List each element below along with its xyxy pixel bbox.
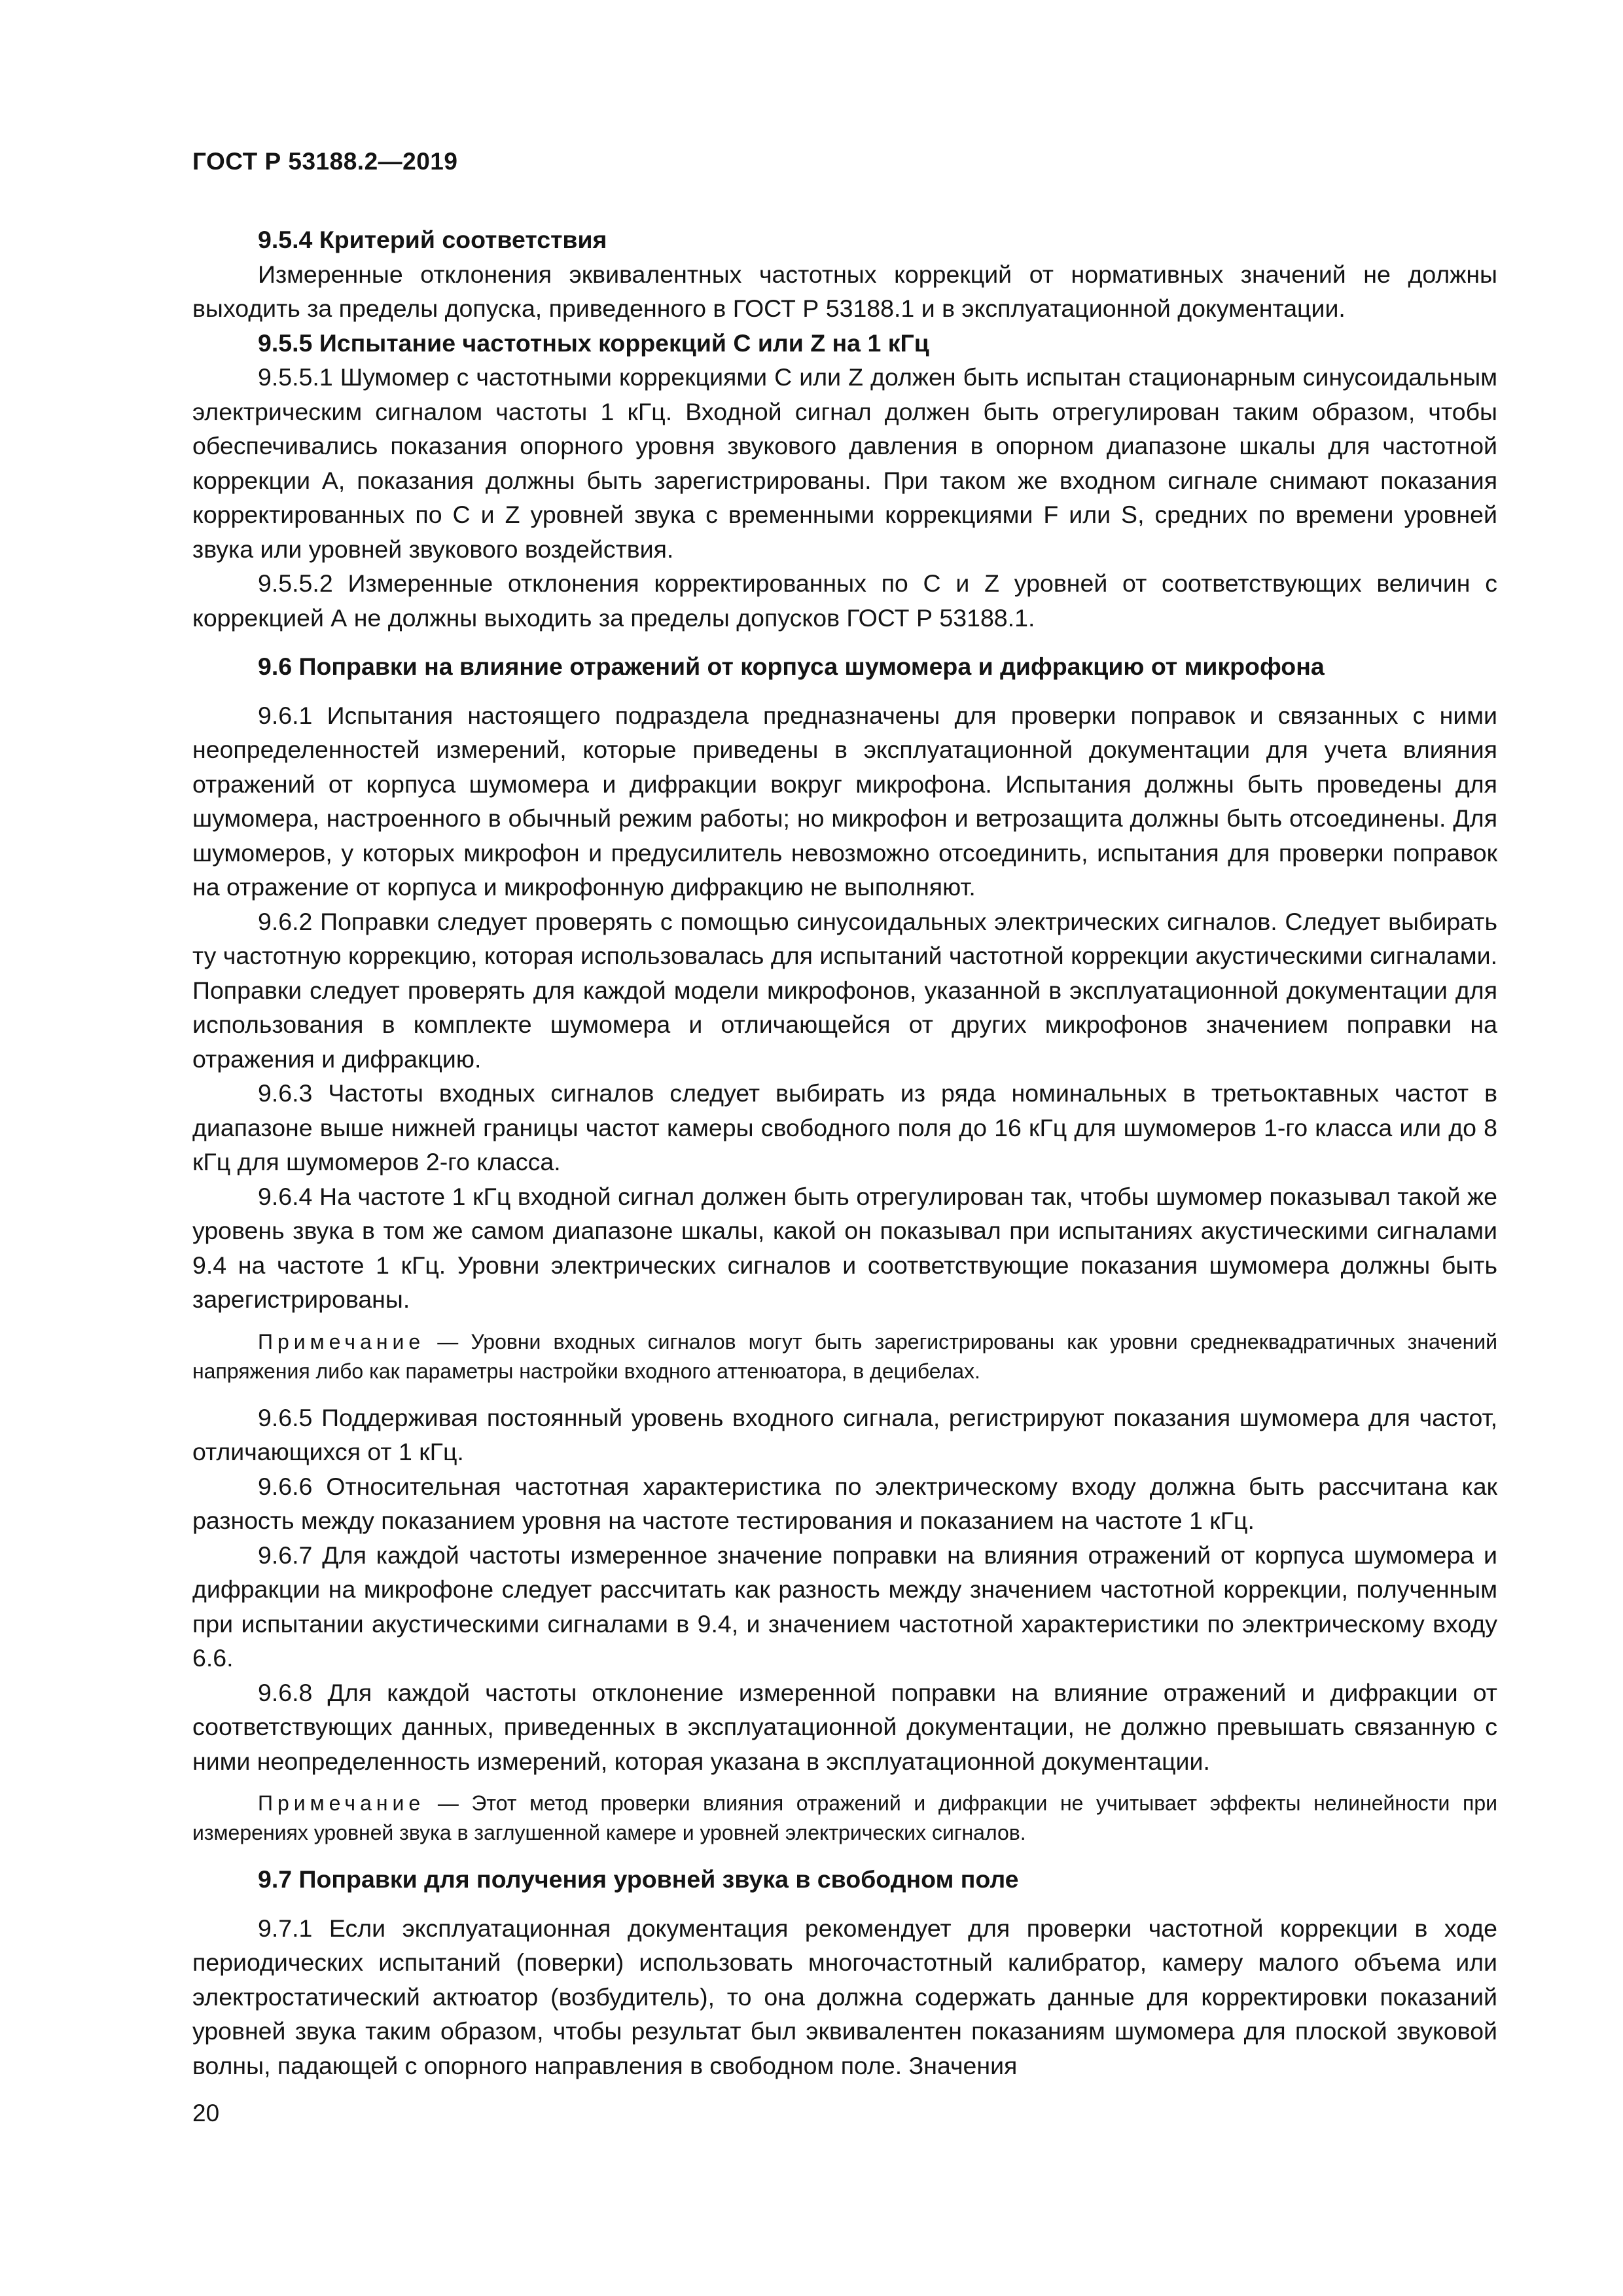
note-2 [192,1789,1497,1848]
paragraph-9-7-1: 9.7.1 Если эксплуатационная документация рекомендует для проверки частотной коррекции в ходе периодических испытаний (поверки) использовать многочастотный калибратор, камеру малого объема или электростатический актюатор (возбудитель), то она должна содержать данные для корректировки показаний уровней звука таким образом, чтобы результат был эквивалентен показаниям шумомера для плоской звуковой волны, падающей с опорного направления в свободном поле. Значения [192,1914,1497,2079]
heading-9-7: 9.7 Поправки для получения уровней звука в свободном поле [258,1865,1019,1893]
paragraph-9-5-5-2: 9.5.5.2 Измеренные отклонения корректированных по С и Z уровней от соответствующих величин с коррекцией А не должны выходить за пределы допусков ГОСТ Р 53188.1. [192,569,1497,632]
note-label: Примечание [258,1791,425,1815]
page-number: 20 [192,2100,220,2126]
note-1 [192,1327,1497,1386]
note-text: — Уровни входных сигналов могут быть зарегистрированы как уровни среднеквадратичных значений напряжения либо как параметры настройки входного аттенюатора, в децибелах. [192,1329,1497,1383]
paragraph-9-6-6: 9.6.6 Относительная частотная характеристика по электрическому входу должна быть рассчитана как разность между показанием уровня на частоте тестирования и показанием на частоте 1 кГц. [192,1472,1497,1534]
document-body [192,223,1497,2083]
heading-9-5-5: 9.5.5 Испытание частотных коррекций С или Z на 1 кГц [258,329,929,357]
paragraph-9-6-4: 9.6.4 На частоте 1 кГц входной сигнал должен быть отрегулирован так, чтобы шумомер показывал такой же уровень звука в том же самом диапазоне шкалы, какой он показывал при испытаниях акустическими сигналами 9.4 на частоте 1 кГц. Уровни электрических сигналов и соответствующие показания шумомера должны быть зарегистрированы. [192,1182,1497,1313]
paragraph-9-6-8: 9.6.8 Для каждой частоты отклонение измеренной поправки на влияние отражений и дифракции от соответствующих данных, приведенных в эксплуатационной документации, не должно превышать связанную с ними неопределенность измерений, которая указана в эксплуатационной документации. [192,1678,1497,1775]
paragraph-9-6-2: 9.6.2 Поправки следует проверять с помощью синусоидальных электрических сигналов. Следует выбирать ту частотную коррекцию, которая использовалась для испытаний частотной коррекции акустическими сигналами. Поправки следует проверять для каждой модели микрофонов, указанной в эксплуатационной документации для использования в комплекте шумомера и отличающейся от других микрофонов значением поправки на отражения и дифракцию. [192,907,1497,1073]
paragraph-9-6-3: 9.6.3 Частоты входных сигналов следует выбирать из ряда номинальных в третьоктавных частот в диапазоне выше нижней границы частот камеры свободного поля до 16 кГц для шумомеров 1-го класса или до 8 кГц для шумомеров 2-го класса. [192,1079,1497,1175]
paragraph-9-6-7: 9.6.7 Для каждой частоты измеренное значение поправки на влияния отражений от корпуса шумомера и дифракции на микрофоне следует рассчитать как разность между значением частотной коррекции, полученным при испытании акустическими сигналами в 9.4, и значением частотной характеристики по электрическому входу 6.6. [192,1541,1497,1672]
note-label: Примечание [258,1329,425,1354]
heading-9-6: 9.6 Поправки на влияние отражений от корпуса шумомера и дифракцию от микрофона [258,653,1325,680]
paragraph-9-5-4: Измеренные отклонения эквивалентных частотных коррекций от нормативных значений не должны выходить за пределы допуска, приведенного в ГОСТ Р 53188.1 и в эксплуатационной документации. [192,260,1497,322]
note-text: — Этот метод проверки влияния отражений и дифракции не учитывает эффекты нелинейности при измерениях уровней звука в заглушенной камере и уровней электрических сигналов. [192,1791,1497,1844]
document-id-header: ГОСТ Р 53188.2—2019 [192,148,458,175]
heading-9-5-4: 9.5.4 Критерий соответствия [258,226,607,253]
paragraph-9-6-5: 9.6.5 Поддерживая постоянный уровень входного сигнала, регистрируют показания шумомера для частот, отличающихся от 1 кГц. [192,1403,1497,1465]
paragraph-9-5-5-1: 9.5.5.1 Шумомер с частотными коррекциями С или Z должен быть испытан стационарным синусоидальным электрическим сигналом частоты 1 кГц. Входной сигнал должен быть отрегулирован таким образом, чтобы обеспечивались показания опорного уровня звукового давления в опорном диапазоне шкалы для частотной коррекции А, показания должны быть зарегистрированы. При таком же входном сигнале снимают показания корректированных по С и Z уровней звука с временными коррекциями F или S, средних по времени уровней звука или уровней звукового воздействия. [192,363,1497,563]
paragraph-9-6-1: 9.6.1 Испытания настоящего подраздела предназначены для проверки поправок и связанных с ними неопределенностей измерений, которые приведены в эксплуатационной документации для учета влияния отражений от корпуса шумомера и дифракции вокруг микрофона. Испытания должны быть проведены для шумомера, настроенного в обычный режим работы; но микрофон и ветрозащита должны быть отсоединены. Для шумомеров, у которых микрофон и предусилитель невозможно отсоединить, испытания для проверки поправок на отражение от корпуса и микрофонную дифракцию не выполняют. [192,701,1497,901]
